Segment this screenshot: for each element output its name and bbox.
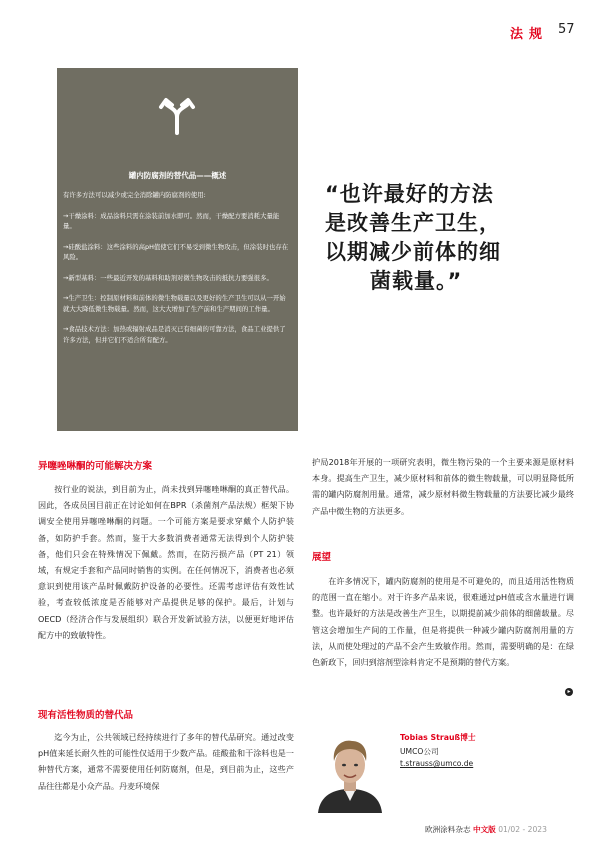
author-organization: UMCO公司	[400, 747, 439, 756]
paragraph: 迄今为止，公共领域已经持续进行了多年的替代品研究。通过改变pH值来延长耐久性的可能性仅适用于少数产品。硅酸盐和干涂料也是一种替代方案，通常不需要使用任何防腐剂，但是，到目前为止，这些产品往往都是小众产品。丹麦环境保	[38, 732, 294, 791]
page-number: 57	[558, 22, 575, 37]
paragraph: 护局2018年开展的一项研究表明，微生物污染的一个主要来源是原材料本身。提高生产卫生，减少原材料和前体的微生物载量，可以明显降低所需的罐内防腐剂用量。通常，减少原材料微生物载量的方法要比减少最终产品中微生物的方法更多。	[312, 457, 574, 516]
edition-label: 中文版	[472, 825, 496, 834]
left-para-2	[38, 729, 294, 794]
quote-line: 以期减少前体的细	[325, 240, 501, 264]
chevron-right-icon: ▸	[565, 688, 573, 696]
box-body	[63, 190, 289, 355]
journal-name: 欧洲涂料杂志	[425, 825, 471, 834]
left-para-1	[38, 481, 294, 643]
quote-line: 是改善生产卫生，	[325, 211, 501, 235]
right-para-outlook	[312, 573, 574, 670]
section-title: 法规	[510, 27, 549, 42]
box-item: →生产卫生：控制原材料和前体的微生物载量以及更好的生产卫生可以从一开始就大大降低微生物载量。然而，这大大增加了生产前和生产期间的工作量。	[63, 294, 286, 313]
footer	[425, 824, 547, 835]
box-item: →食品技术方法：加热或辐射成品是消灭已有细菌的可靠方法，食品工业提供了许多方法，但并它们不适合所有配方。	[63, 325, 286, 344]
paragraph: 按行业的说法，到目前为止，尚未找到异噻唑啉酮的真正替代品。因此，各成员国目前正在讨论如何在BPR（杀菌剂产品法规）框架下协调安全使用异噻唑啉酮的问题。一个可能方案是要求穿戴个人防护装备，如防护手套。然而，鉴于大多数消费者通常无法得到个人防护装备，他们只会在特殊情况下佩戴。然而，在防污损产品（PT 21）领域，有规定手套和产品同时销售的实例。在任何情况下，消费者也必须意识到使用该产品时佩戴防护设备的必要性。还需考虑评估有效性试验，考查较低浓度是否能够对产品提供足够的保护。最后，计划与OECD（经济合作与发展组织）联合开发新试验方法，以便更好地评估配方中的致敏特性。	[38, 484, 294, 640]
overview-box	[57, 68, 298, 431]
author-name: Tobias Strauß博士	[400, 733, 476, 742]
box-intro: 有许多方法可以减少或完全消除罐内防腐剂的使用:	[63, 191, 206, 199]
right-para-cont	[312, 454, 574, 519]
box-item: →硅酸盐涂料：这些涂料的高pH值使它们不易受到微生物攻击，但涂装时也存在风险。	[63, 242, 289, 261]
box-title: 罐内防腐剂的替代品——概述	[128, 171, 227, 180]
quote-line: “也许最好的方法	[325, 182, 494, 206]
split-arrows-icon	[157, 95, 197, 135]
heading-alternatives: 现有活性物质的替代品	[38, 710, 134, 721]
quote-line: 菌载量。”	[370, 269, 463, 293]
pull-quote	[325, 180, 575, 296]
heading-isothiazolinone: 异噻唑啉酮的可能解决方案	[38, 461, 153, 472]
author-photo	[308, 729, 392, 813]
paragraph: 在许多情况下，罐内防腐剂的使用是不可避免的，而且适用活性物质的范围一直在缩小。对于许多产品来说，很难通过pH值或含水量进行调整。也许最好的方法是改善生产卫生，以期提前减少前体的细菌载量。尽管这会增加生产间的工作量，但是将提供一种减少罐内防腐剂用量的方法，从而使处理过的产品不会产生致敏作用。然而，需要明确的是：在绿色新政下，回归到溶剂型涂料肯定不是预期的替代方案。	[312, 576, 574, 668]
box-item: →干燥涂料：成品涂料只需在涂装前加水即可。然而，干燥配方要消耗大量能量。	[63, 211, 280, 230]
heading-outlook: 展望	[312, 552, 332, 563]
author-email-link[interactable]: t.strauss@umco.de	[400, 759, 474, 768]
issue-number: 01/02 - 2023	[498, 825, 547, 834]
box-item: →新型基料：一些最近开发的基料和助剂对微生物攻击的抵抗力要强很多。	[63, 273, 273, 282]
